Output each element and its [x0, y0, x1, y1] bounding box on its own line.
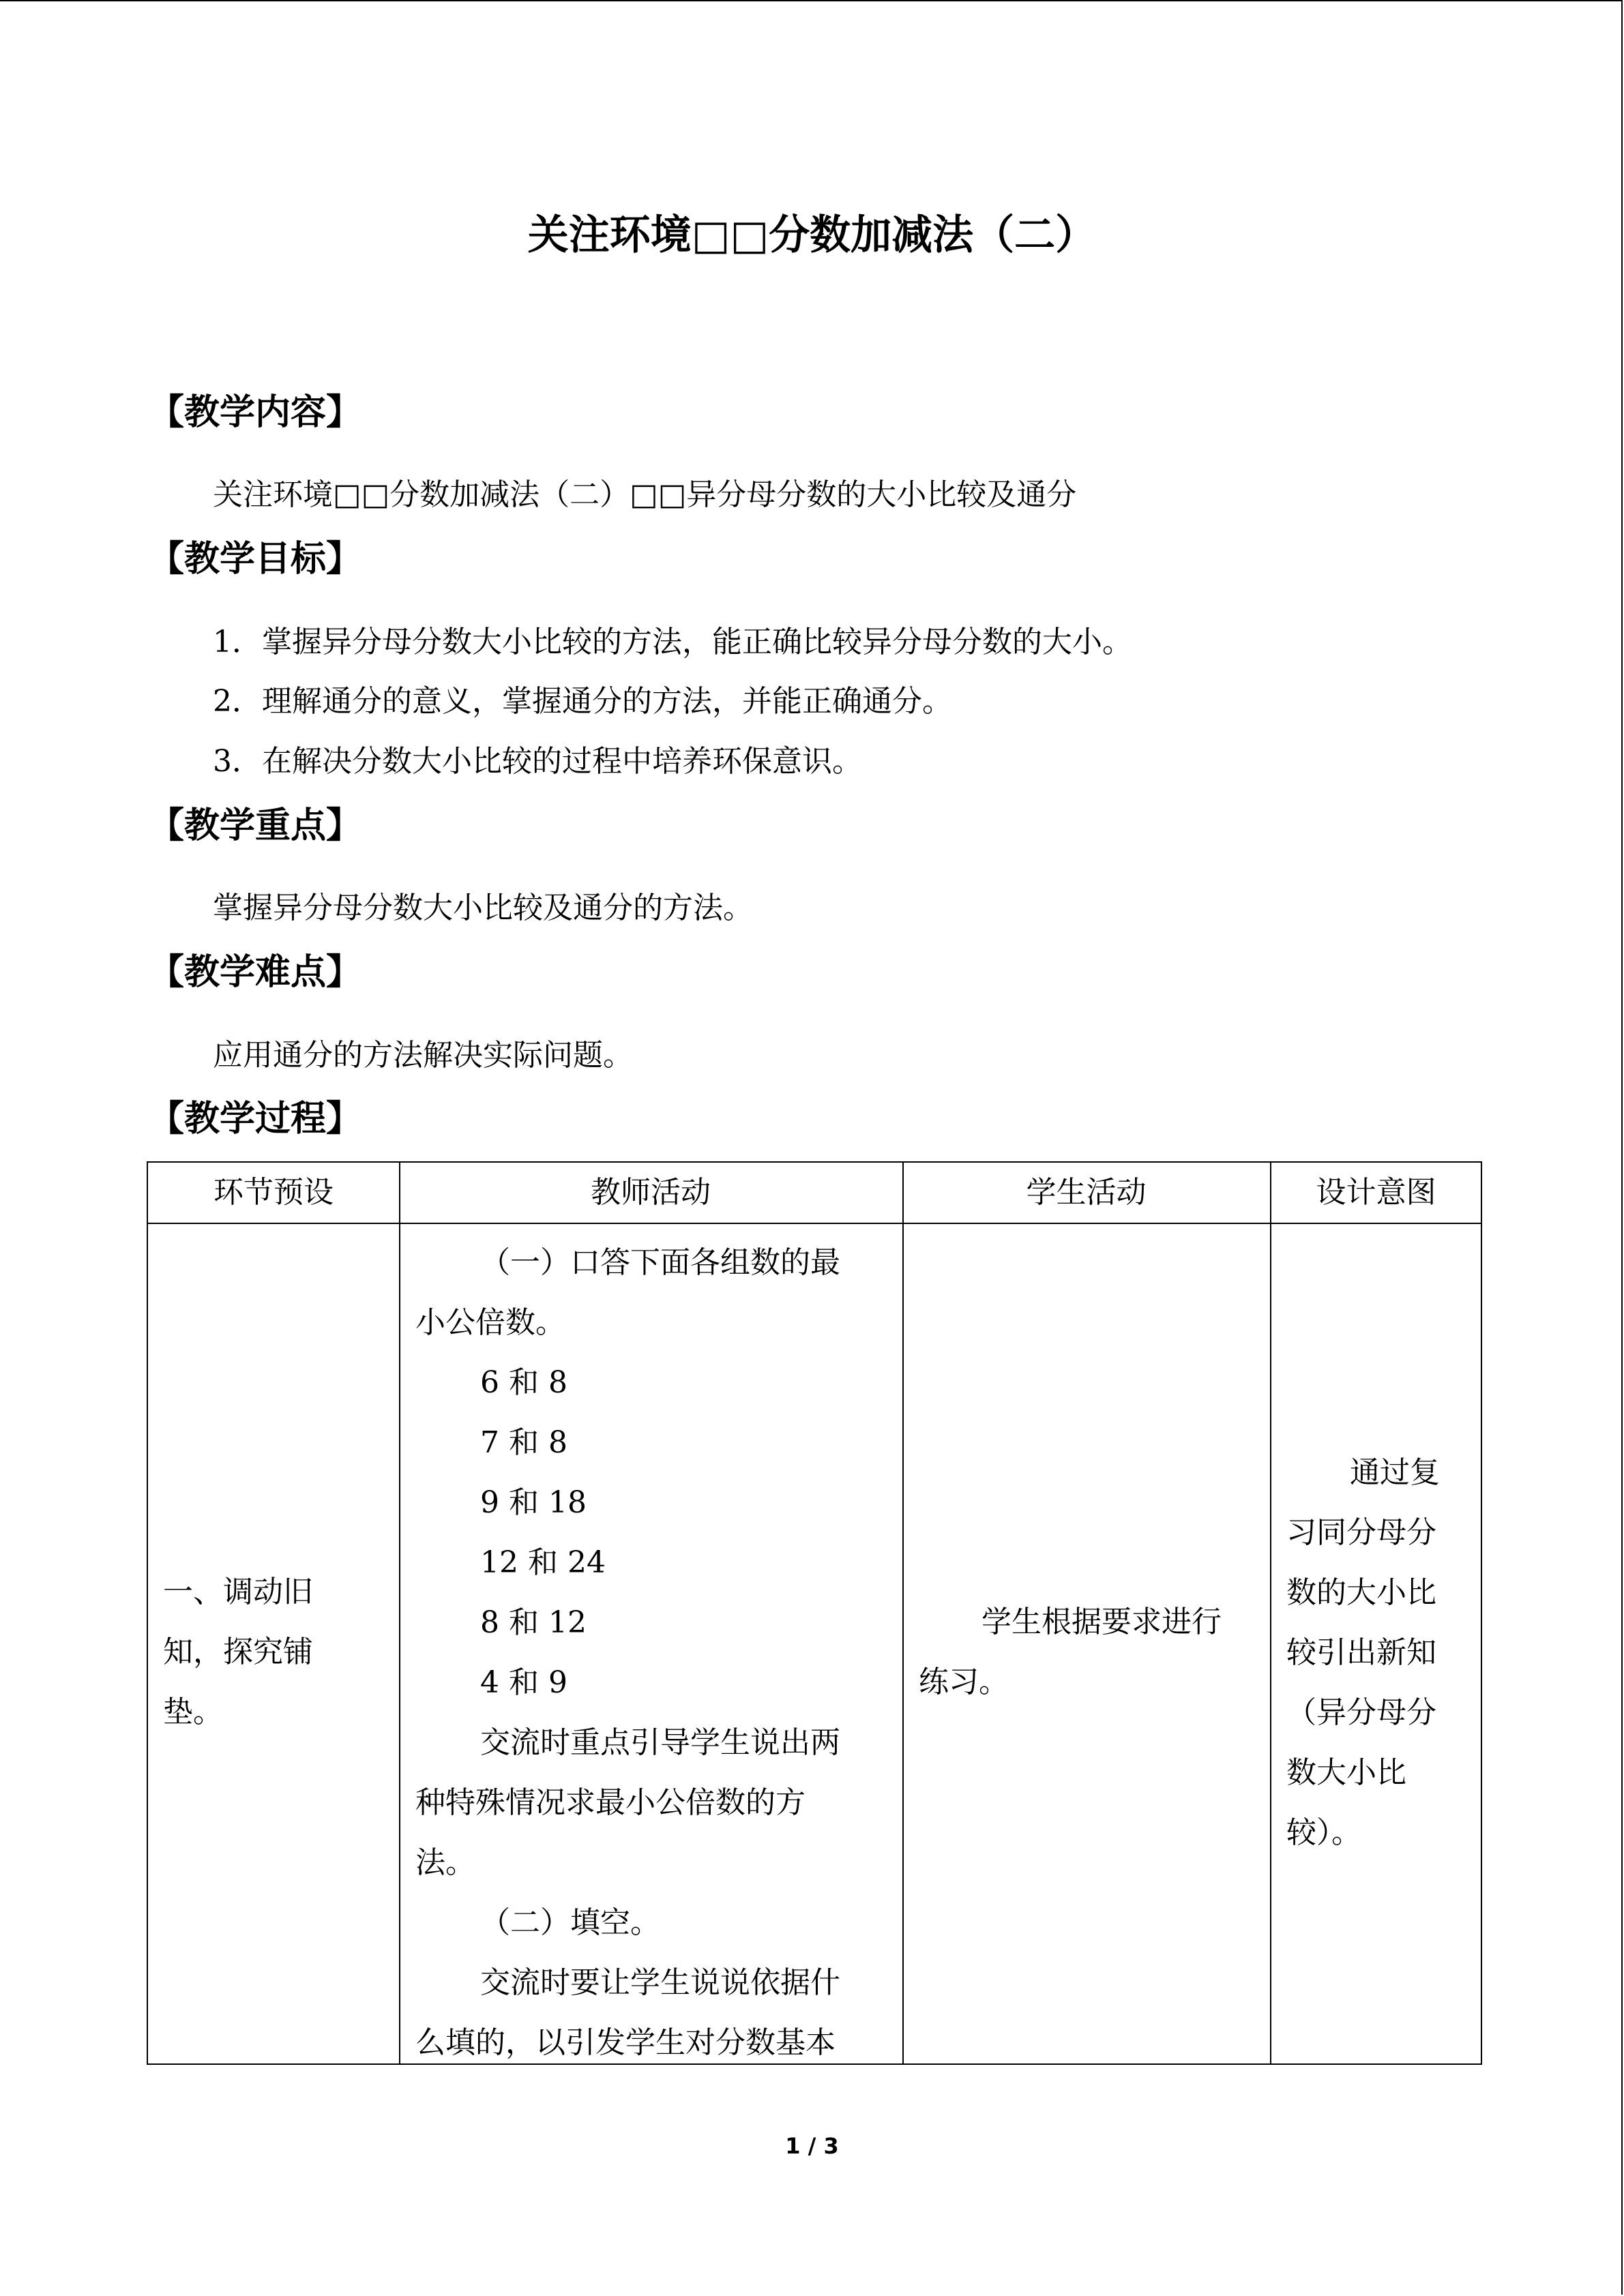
intent-line: （异分母分 — [1286, 1695, 1436, 1730]
column-divider-3 — [1270, 1163, 1271, 2063]
header-student-activity: 学生活动 — [1026, 1175, 1147, 1210]
goal-item-2: 2．理解通分的意义，掌握通分的方法，并能正确通分。 — [213, 684, 952, 719]
header-teacher-activity: 教师活动 — [591, 1175, 711, 1210]
teacher-line: 7 和 8 — [480, 1425, 567, 1460]
intent-line: 数的大小比 — [1286, 1575, 1436, 1610]
intent-line: 较）。 — [1286, 1815, 1361, 1850]
teacher-line: 种特殊情况求最小公倍数的方 — [415, 1785, 806, 1820]
heading-teaching-process: 【教学过程】 — [149, 1099, 362, 1139]
teacher-line: 6 和 8 — [480, 1365, 567, 1400]
intent-line: 通过复 — [1350, 1455, 1440, 1490]
intent-line: 数大小比 — [1286, 1755, 1406, 1790]
teacher-line: 交流时要让学生说说依据什 — [480, 1965, 840, 2000]
document-title: 关注环境□□分数加减法（二） — [527, 211, 1097, 259]
teacher-line: （二）填空。 — [480, 1905, 660, 1940]
teacher-line: 么填的，以引发学生对分数基本 — [415, 2025, 836, 2060]
process-table — [147, 1161, 1482, 2065]
intent-line: 较引出新知 — [1286, 1635, 1436, 1670]
teacher-line: （一）口答下面各组数的最 — [480, 1245, 840, 1280]
teacher-line: 小公倍数。 — [415, 1305, 565, 1340]
stage-line: 知，探究铺 — [163, 1635, 313, 1669]
goal-item-3: 3．在解决分数大小比较的过程中培养环保意识。 — [213, 744, 862, 779]
page-number: 1 / 3 — [785, 2133, 839, 2159]
key-points-text: 掌握异分母分数大小比较及通分的方法。 — [213, 891, 753, 925]
header-divider — [148, 1223, 1481, 1224]
column-divider-2 — [902, 1163, 904, 2063]
teacher-line: 9 和 18 — [480, 1485, 587, 1520]
header-stage: 环节预设 — [213, 1175, 334, 1210]
heading-teaching-goals: 【教学目标】 — [149, 539, 362, 580]
teacher-line: 12 和 24 — [480, 1545, 606, 1580]
teacher-line: 8 和 12 — [480, 1605, 587, 1640]
student-line: 练习。 — [919, 1665, 1009, 1699]
difficulties-text: 应用通分的方法解决实际问题。 — [213, 1038, 633, 1073]
teacher-line: 交流时重点引导学生说出两 — [480, 1725, 840, 1760]
header-design-intent: 设计意图 — [1316, 1175, 1436, 1210]
teacher-line: 4 和 9 — [480, 1665, 567, 1700]
column-divider-1 — [399, 1163, 400, 2063]
teacher-line: 法。 — [415, 1845, 475, 1880]
student-line: 学生根据要求进行 — [981, 1605, 1222, 1639]
heading-difficulties: 【教学难点】 — [149, 952, 362, 993]
stage-line: 一、调动旧 — [163, 1575, 313, 1609]
goal-item-1: 1．掌握异分母分数大小比较的方法，能正确比较异分母分数的大小。 — [213, 625, 1132, 659]
heading-key-points: 【教学重点】 — [149, 805, 362, 846]
heading-teaching-content: 【教学内容】 — [149, 392, 362, 433]
intent-line: 习同分母分 — [1286, 1515, 1436, 1550]
teaching-content-text: 关注环境□□分数加减法（二）□□异分母分数的大小比较及通分 — [213, 477, 1077, 512]
stage-line: 垫。 — [163, 1695, 223, 1729]
